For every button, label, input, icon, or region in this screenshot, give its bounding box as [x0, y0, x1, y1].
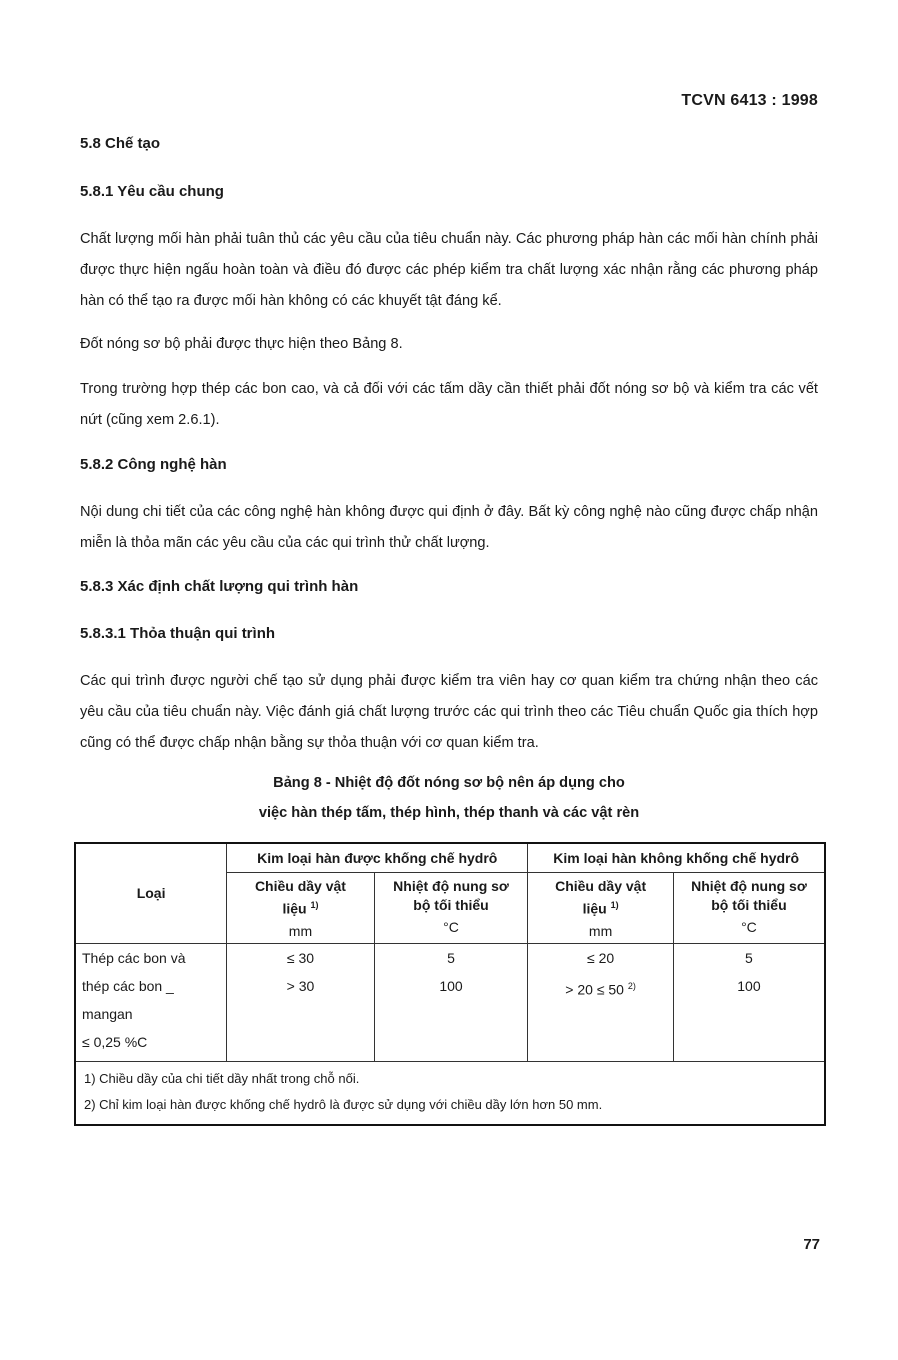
header-label: Kim loại hàn không khống chế hydrô [553, 850, 800, 866]
cell-value: ≤ 30 [286, 949, 315, 966]
footnotes-cell [75, 1061, 825, 1125]
value-cell [528, 943, 674, 1061]
cell-value: > 30 [286, 977, 315, 994]
header-cell-temperature [673, 873, 825, 944]
header-label-text: liệu [582, 900, 607, 917]
subsection-title: 5.8.3.1 Thỏa thuận qui trình [80, 625, 276, 642]
footnote: 1) Chiều dầy của chi tiết dầy nhất trong chỗ nối. [84, 1070, 360, 1086]
header-label: Chiều dầy vật [254, 878, 346, 894]
cell-value: 5 [447, 949, 455, 966]
row-label-line: mangan [82, 1005, 133, 1022]
table-row [75, 943, 825, 1061]
header-label [528, 896, 673, 919]
header-label: bộ tối thiểu [711, 897, 787, 913]
paragraph: Chất lượng mối hàn phải tuân thủ các yêu cầu của tiêu chuẩn này. Các phương pháp hàn các mối hàn chính phải được thực hiện ngấu hoàn toàn và điều đó được các phép kiểm tra chất lượng xác nhận rằng các phương pháp hàn có thể tạo ra được mối hàn không có các khuyết tật đáng kể. [80, 231, 818, 309]
header-label: Chiều dầy vật [555, 878, 647, 894]
paragraph: Trong trường hợp thép các bon cao, và cả đối với các tấm dầy cần thiết phải đốt nóng sơ bộ và kiểm tra các vết nứt (cũng xem 2.6.1). [80, 381, 818, 428]
footnote-ref: 2) [627, 980, 636, 991]
value-cell [374, 943, 528, 1061]
value-cell [227, 943, 375, 1061]
header-cell-thickness [227, 873, 375, 944]
paragraph: Nội dung chi tiết của các công nghệ hàn không được qui định ở đây. Bất kỳ công nghệ nào cũng được chấp nhận miễn là thỏa mãn các yêu cầu của các qui trình thử chất lượng. [80, 504, 818, 551]
subsection-title: 5.8.3 Xác định chất lượng qui trình hàn [80, 578, 359, 595]
cell-value: ≤ 20 [587, 949, 615, 966]
header-label: Nhiệt độ nung sơ [691, 878, 807, 894]
section-title: 5.8 Chế tạo [80, 135, 161, 152]
header-group-hydrogen-controlled [227, 843, 528, 873]
unit-label: mm [588, 922, 613, 939]
paragraph: Đốt nóng sơ bộ phải được thực hiện theo Bảng 8. [80, 336, 403, 352]
table-caption-line: việc hàn thép tấm, thép hình, thép thanh và các vật rèn [258, 805, 640, 821]
cell-value-text: > 20 ≤ 50 [565, 981, 624, 998]
document-code: TCVN 6413 : 1998 [681, 92, 818, 109]
row-label-line: thép các bon _ [82, 977, 174, 994]
header-label: bộ tối thiểu [413, 897, 489, 913]
page-number: 77 [803, 1236, 820, 1253]
header-group-hydrogen-uncontrolled [528, 843, 825, 873]
cell-value: 100 [439, 977, 463, 994]
footnote-ref: 1) [310, 900, 319, 910]
row-label-line: ≤ 0,25 %C [82, 1033, 148, 1050]
subsection-title: 5.8.1 Yêu cầu chung [80, 183, 224, 200]
header-label-text: liệu [282, 900, 307, 917]
table-caption [80, 768, 818, 828]
row-label-cell [75, 943, 227, 1061]
header-cell-temperature [374, 873, 528, 944]
preheat-table [74, 842, 826, 1126]
value-cell [673, 943, 825, 1061]
footnote: 2) Chỉ kim loại hàn được khống chế hydrô là được sử dụng với chiều dầy lớn hơn 50 mm. [84, 1096, 603, 1112]
table-row [75, 1061, 825, 1125]
header-label: Nhiệt độ nung sơ [393, 878, 509, 894]
subsection-title: 5.8.2 Công nghệ hàn [80, 456, 227, 473]
header-label: Kim loại hàn được khống chế hydrô [257, 850, 498, 866]
table-row [75, 843, 825, 873]
unit-label: °C [741, 919, 757, 935]
footnote-ref: 1) [610, 900, 619, 910]
unit-label: °C [443, 919, 459, 935]
cell-value [528, 972, 673, 1004]
table-caption-line: Bảng 8 - Nhiệt độ đốt nóng sơ bộ nên áp dụng cho [273, 775, 625, 791]
paragraph: Các qui trình được người chế tạo sử dụng phải được kiểm tra viên hay cơ quan kiểm tra chứng nhận theo các yêu cầu của tiêu chuẩn này. Việc đánh giá chất lượng trước các qui trình theo các Tiêu chuẩn Quốc gia thích hợp cũng có thể được chấp nhận bằng sự thỏa thuận với cơ quan kiểm tra. [80, 673, 818, 751]
unit-label: mm [288, 922, 313, 939]
cell-value: 100 [737, 977, 761, 994]
cell-value: 5 [745, 949, 753, 966]
header-label [227, 896, 374, 919]
row-label-line: Thép các bon và [82, 949, 186, 966]
header-label: Loại [136, 885, 166, 902]
header-cell-type [75, 843, 227, 943]
header-cell-thickness [528, 873, 674, 944]
